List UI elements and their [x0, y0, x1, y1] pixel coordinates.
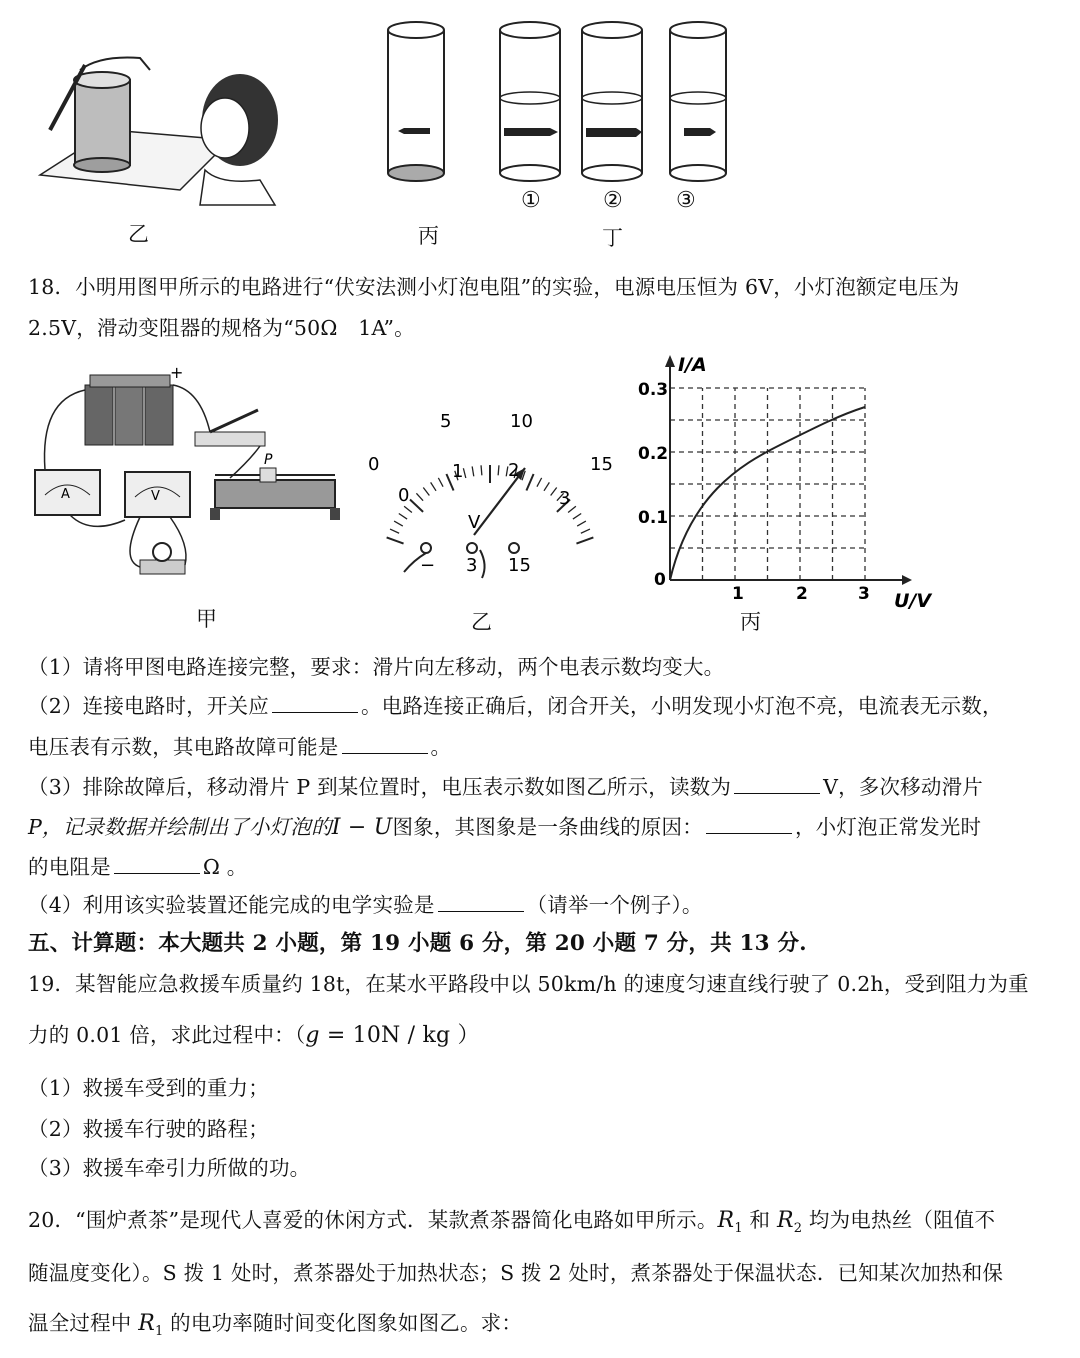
dial-tick: [577, 521, 586, 526]
dial-inner-1: 1: [452, 461, 464, 482]
svg-text:P: P: [264, 452, 273, 468]
q19-part3: （3）救援车牵引力所做的功。: [28, 1156, 311, 1180]
caption-ding-top: 丁: [602, 226, 623, 250]
dial-tick: [438, 478, 443, 487]
section5-heading: 五、计算题：本大题共 2 小题，第 19 小题 6 分，第 20 小题 7 分，共 13 分.: [28, 931, 807, 956]
svg-text:+: +: [170, 363, 184, 382]
dial-tick: [394, 521, 403, 526]
dial-tick: [573, 513, 581, 519]
cup-1: [500, 22, 560, 181]
cup-2: [582, 22, 642, 181]
dial-inner-0: 0: [398, 485, 410, 506]
svg-text:A: A: [61, 487, 70, 502]
dial-outer-10: 10: [510, 411, 533, 432]
q19-line2: 力的 0.01 倍，求此过程中：（g = 10N / kg ）: [28, 1023, 480, 1048]
ytick-0.1: 0.1: [638, 508, 669, 528]
dial-tick: [526, 474, 533, 491]
ytick-0: 0: [654, 570, 666, 590]
q18-part2-line2: 电压表有示数，其电路故障可能是 。: [28, 735, 452, 759]
ammeter-icon: [35, 470, 100, 515]
dial-tick: [387, 537, 404, 543]
iu-graph: [630, 345, 950, 610]
q20-line1: 20．“围炉煮茶”是现代人喜爱的休闲方式．某款煮茶器简化电路如甲所示。$R_1$ 和 $R_2$ 均为电热丝（阻值不: [28, 1208, 996, 1237]
q18-part1: （1）请将甲图电路连接完整，要求：滑片向左移动，两个电表示数均变大。: [28, 655, 725, 679]
dial-tick: [423, 488, 429, 496]
dial-tick: [544, 482, 549, 490]
terminal-15: 15: [508, 555, 531, 576]
dial-outer-0: 0: [368, 454, 380, 475]
dial-pointer-label: V: [468, 512, 481, 533]
graph-xlabel: U/V: [894, 590, 932, 610]
terminal-3: 3: [466, 555, 478, 576]
dial-tick: [399, 513, 407, 519]
dial-tick: [431, 482, 436, 490]
caption-yi-meter: 乙: [471, 610, 492, 634]
dial-inner-2: 2: [508, 460, 520, 481]
q20-line2: 随温度变化）。S 拨 1 处时，煮茶器处于加热状态；S 拨 2 处时，煮茶器处于保温状态．已知某次加热和保: [28, 1261, 1004, 1285]
cup-label-1: ①: [521, 188, 541, 213]
cylinder-bing: [388, 22, 444, 181]
rheostat-icon: [210, 452, 340, 520]
terminal-minus: −: [420, 555, 436, 576]
blank-voltage-reading[interactable]: [734, 775, 820, 794]
dial-outer-5: 5: [440, 411, 452, 432]
cup-label-2: ②: [603, 188, 623, 213]
xtick-2: 2: [796, 584, 808, 604]
blank-other-experiment[interactable]: [438, 893, 524, 912]
dial-inner-3: 3: [559, 488, 571, 509]
dial-outer-15: 15: [590, 454, 613, 475]
xtick-1: 1: [732, 584, 744, 604]
dial-tick: [410, 500, 423, 512]
voltmeter-icon: [125, 472, 190, 517]
q19-line1: 19．某智能应急救援车质量约 18t，在某水平路段中以 50km/h 的速度匀速直线行驶了 0.2h，受到阻力为重: [28, 972, 1029, 996]
graph-ylabel: I/A: [678, 354, 707, 376]
blank-fault[interactable]: [342, 735, 428, 754]
q19-part2: （2）救援车行驶的路程；: [28, 1117, 269, 1141]
dial-tick: [404, 506, 412, 512]
dial-tick: [481, 465, 482, 475]
q18-line2: 2.5V，滑动变阻器的规格为“50Ω 1A”。: [28, 316, 415, 340]
q18-part3-line1: （3）排除故障后，移动滑片 P 到某位置时，电压表示数如图乙所示，读数为 V，多次移动滑片: [28, 775, 983, 799]
ytick-0.3: 0.3: [638, 380, 669, 400]
dial-tick: [498, 465, 499, 475]
lamp-icon: [140, 543, 185, 574]
caption-bing-top: 丙: [418, 224, 439, 248]
battery-pack-icon: [85, 375, 173, 445]
dial-tick: [537, 478, 542, 487]
dial-tick: [581, 529, 590, 533]
cup-label-3: ③: [676, 188, 696, 213]
dial-tick: [576, 537, 593, 543]
cup-3: [670, 22, 726, 181]
q18-part3-line3: 的电阻是 Ω 。: [28, 855, 248, 879]
dial-tick: [416, 493, 423, 500]
ytick-0.2: 0.2: [638, 444, 669, 464]
voltmeter-dial-figure: [362, 400, 622, 590]
dial-tick: [390, 529, 399, 533]
svg-text:V: V: [151, 489, 160, 504]
top-figure-girl-and-cup: [30, 10, 290, 210]
xtick-3: 3: [858, 584, 870, 604]
dial-tick: [463, 468, 465, 478]
q18-part3-line2: P，记录数据并绘制出了小灯泡的I − U图象，其图象是一条曲线的原因： ，小灯泡正常发光时: [28, 815, 982, 840]
caption-yi-top: 乙: [128, 222, 149, 246]
q18-part2-line1: （2）连接电路时，开关应 。电路连接正确后，闭合开关，小明发现小灯泡不亮，电流表无示数，: [28, 694, 1003, 718]
q20-line3: 温全过程中 $R_1$ 的电功率随时间变化图象如图乙。求：: [28, 1311, 523, 1340]
q18-line1: 18．小明用图甲所示的电路进行“伏安法测小灯泡电阻”的实验，电源电压恒为 6V，小灯泡额定电压为: [28, 275, 960, 299]
blank-resistance[interactable]: [114, 855, 200, 874]
caption-jia: 甲: [196, 607, 217, 631]
q19-part1: （1）救援车受到的重力；: [28, 1076, 269, 1100]
circuit-figure-jia: [30, 360, 350, 595]
blank-switch-state[interactable]: [272, 694, 358, 713]
blank-curve-reason[interactable]: [706, 815, 792, 834]
dial-tick: [472, 466, 474, 476]
dial-tick: [551, 488, 557, 496]
q18-part4: （4）利用该实验装置还能完成的电学实验是 （请举一个例子）。: [28, 893, 703, 917]
caption-bing-graph: 丙: [740, 610, 761, 634]
